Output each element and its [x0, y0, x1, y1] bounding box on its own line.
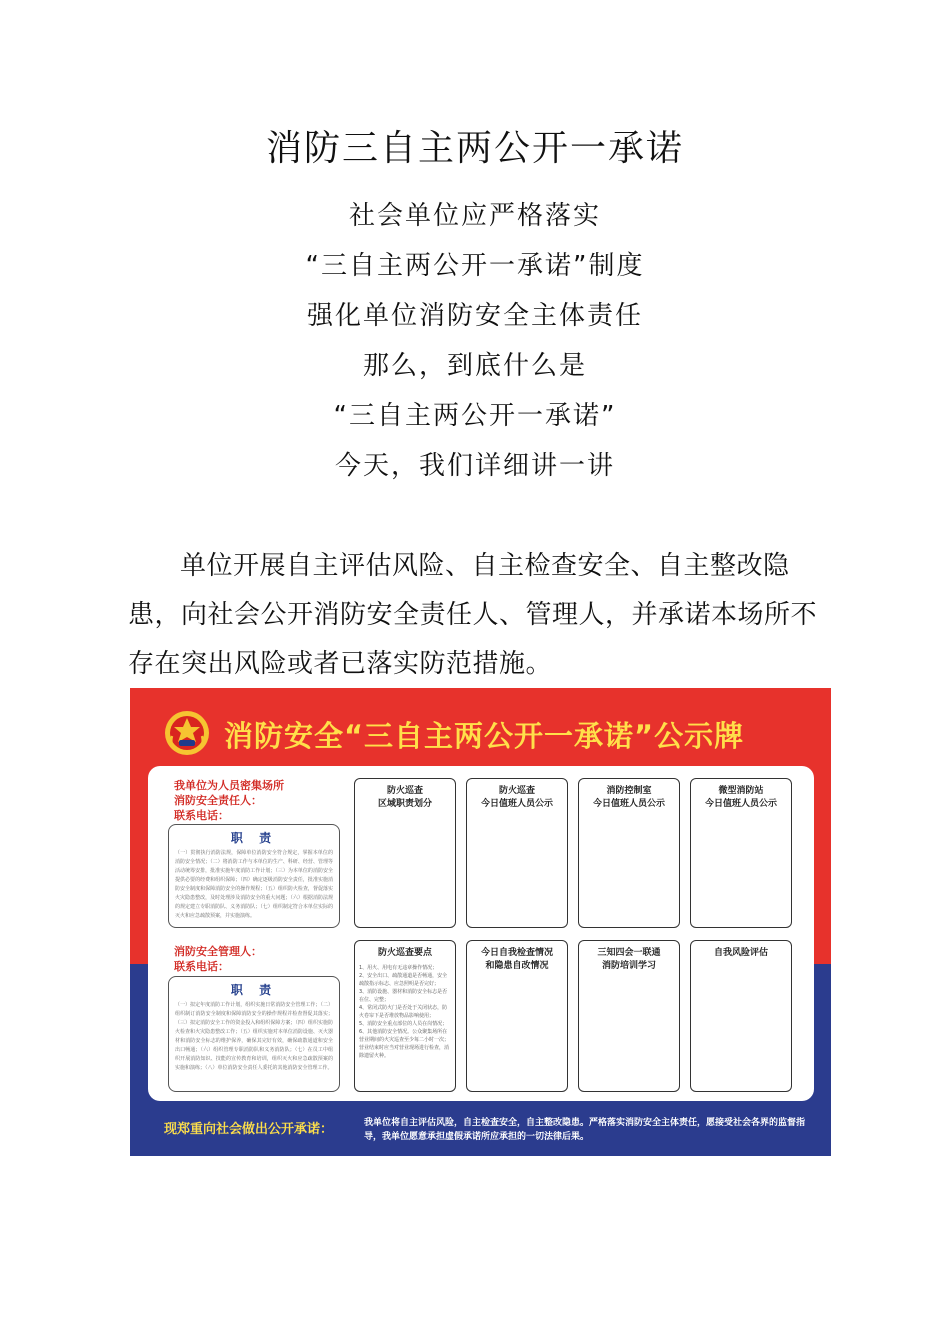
duty-text: （一）拟定年度消防工作计划，组织实施日常消防安全管理工作；（二）组织制订消防安全制度和保障消防安全的操作规程并检查督促其落实；（三）拟定消防安全工作的资金投入和组织保障方案；（四）组织实施防火检查和火灾隐患整改工作；（五）组织实施对本单位消防设施、灭火器材和消防安全标志的维护保养，确保其完好有效，确保疏散通道和安全出口畅通；（六）组织管理专职消防队和义务消防队；（七）在员工中组织开展消防知识、技能的宣传教育和培训，组织灭火和应急疏散预案的实施和演练；（八）单位消防安全责任人委托的其他消防安全管理工作。 — [175, 1002, 333, 1071]
info-card — [354, 940, 456, 1092]
explanation-paragraph — [128, 542, 830, 689]
pledge-text: 我单位将自主评估风险，自主检查安全，自主整改隐患。严格落实消防安全主体责任，愿接受社会各界的监督指导，我单位愿意承担虚假承诺所应承担的一切法律后果。 — [364, 1118, 806, 1142]
info-card — [354, 778, 456, 928]
fire-rescue-emblem-icon — [164, 710, 210, 756]
info-card — [466, 778, 568, 928]
duty-text: （一）贯彻执行消防法规，保障单位消防安全符合规定，掌握本单位的消防安全情况；（二）将消防工作与本单位的生产、科研、经营、管理等活动统筹安排，批准实施年度消防工作计划；（三）为本单位的消防安全提供必要的经费和组织保障；（四）确定逐级消防安全责任，批准实施消防安全制度和保障消防安全的操作规程；（五）组织防火检查，督促落实火灾隐患整改，及时处理涉及消防安全的重大问题；（六）根据消防法规的规定建立专职消防队、义务消防队；（七）组织制定符合本单位实际的灭火和应急疏散预案，并实施演练。 — [175, 850, 333, 919]
board-footer — [130, 1108, 831, 1156]
responsibility-column — [148, 766, 346, 1101]
responsible-phone-label: 联系电话： — [174, 809, 229, 822]
card-title: 自我风险评估 — [713, 948, 768, 958]
manager-phone-label: 联系电话： — [174, 960, 229, 973]
board-header — [130, 688, 831, 768]
manager-label: 消防安全管理人： — [174, 945, 262, 958]
card-title: 防火巡查 今日值班人员公示 — [480, 786, 553, 809]
responsible-line-1: 我单位为人员密集场所 — [174, 779, 284, 792]
info-card — [690, 940, 792, 1092]
page-title: 消防三自主两公开一承诺 — [265, 128, 684, 169]
responsible-duty-box — [168, 824, 340, 928]
paragraph-text: 单位开展自主评估风险、自主检查安全、自主整改隐患，向社会公开消防安全责任人、管理人，并承诺本场所不存在突出风险或者已落实防范措施。 — [128, 551, 818, 679]
notice-board — [130, 688, 831, 1156]
info-card — [690, 778, 792, 928]
card-title: 防火巡查 区域职责划分 — [377, 786, 432, 809]
info-card — [466, 940, 568, 1092]
intro-line: “三自主两公开一承诺”制度 — [305, 251, 645, 281]
card-title: 今日自我检查情况 和隐患自改情况 — [480, 948, 553, 971]
intro-line: “三自主两公开一承诺” — [333, 401, 617, 431]
info-card — [578, 778, 680, 928]
card-title: 微型消防站 今日值班人员公示 — [704, 786, 777, 809]
intro-line: 今天，我们详细讲一讲 — [334, 451, 615, 481]
card-title: 三知四会一联通 消防培训学习 — [597, 948, 661, 971]
intro-line: 那么，到底什么是 — [362, 351, 587, 381]
intro-line: 社会单位应严格落实 — [348, 201, 601, 231]
duty-title: 职 责 — [230, 983, 278, 997]
card-title: 防火巡查要点 — [377, 948, 432, 958]
pledge-label: 现郑重向社会做出公开承诺： — [164, 1122, 334, 1137]
board-title: 消防安全“三自主两公开一承诺”公示牌 — [224, 719, 745, 753]
card-text: 1、用火、用电有无违章操作情况； 2、安全出口、疏散通道是否畅通，安全疏散指示标志、应急照明是否完好； 3、消防设施、器材和消防安全标志是否在位、完整； 4、常闭式防火门是否处于关闭状态，防火卷帘下是否堆放物品影响使用； 5、消防安全重点部位的人员在岗情况； 6、其他消防安全情况。公众聚集场所在营业期间的火灾巡查至少每二小时一次；营业结束时应当对营业现场进行检查，消除遗留火种。 — [359, 965, 450, 1059]
manager-duty-box — [168, 976, 340, 1092]
info-card — [578, 940, 680, 1092]
intro-line: 强化单位消防安全主体责任 — [306, 301, 643, 331]
responsible-person-label: 消防安全责任人： — [174, 794, 262, 807]
duty-title: 职 责 — [230, 831, 278, 845]
board-panel — [148, 766, 814, 1101]
intro-block — [0, 196, 950, 496]
card-title: 消防控制室 今日值班人员公示 — [592, 786, 665, 809]
